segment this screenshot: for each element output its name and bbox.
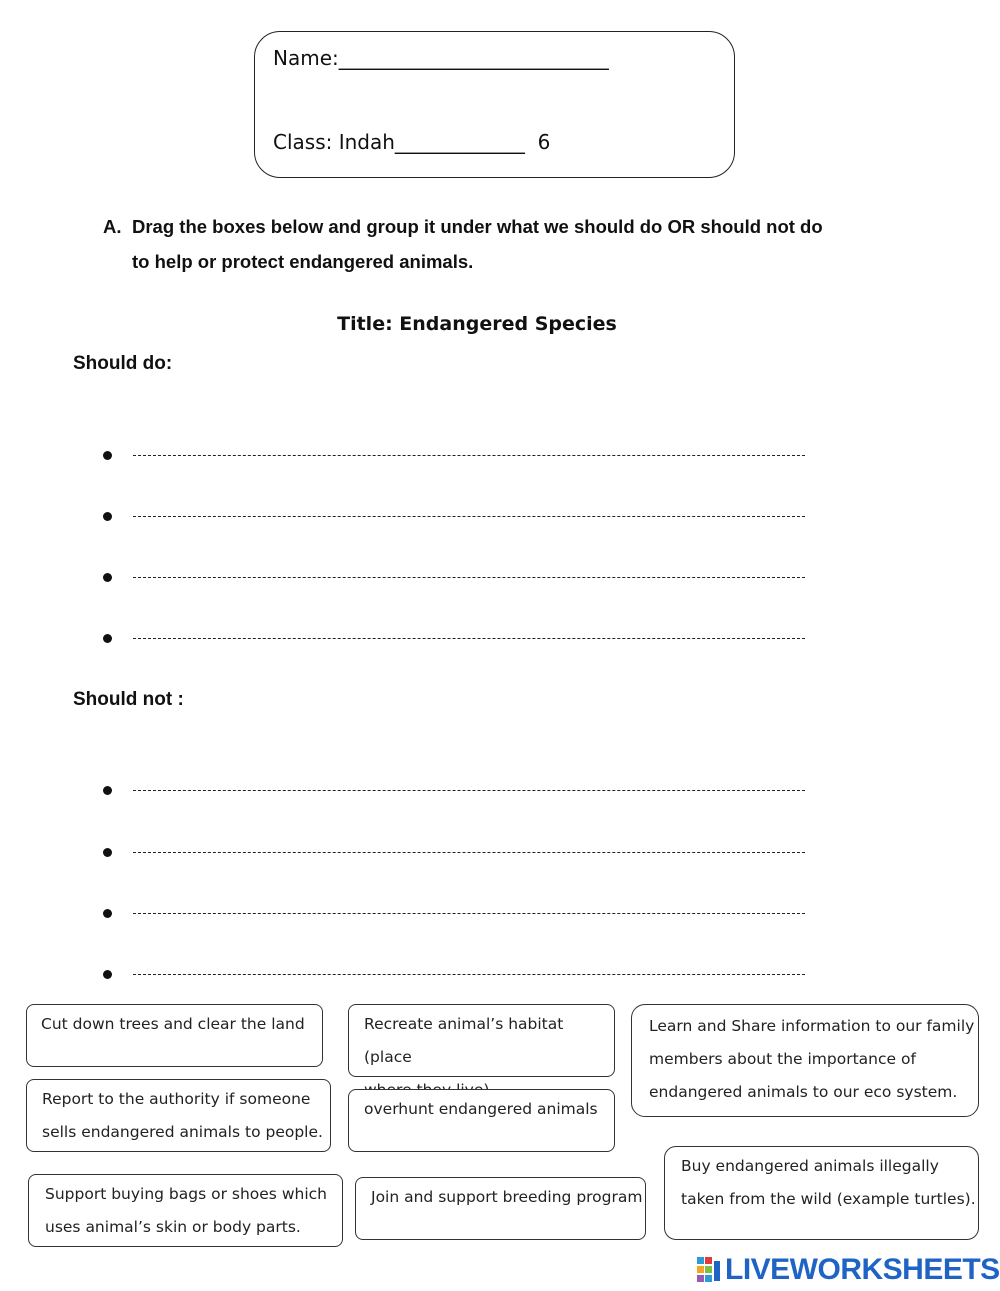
drop-line	[133, 516, 805, 517]
bullet-icon	[103, 909, 112, 918]
card-text: endangered animals to our eco system.	[649, 1083, 958, 1101]
drag-card[interactable]	[28, 1174, 343, 1247]
drop-line	[133, 577, 805, 578]
bullet-icon	[103, 786, 112, 795]
should-do-slot-4[interactable]	[103, 629, 805, 649]
drag-card[interactable]	[26, 1004, 323, 1067]
drag-card[interactable]	[348, 1004, 615, 1077]
card-text: Support buying bags or shoes which	[45, 1185, 327, 1203]
liveworksheets-logo-text: LIVEWORKSHEETS	[725, 1253, 1000, 1286]
name-field[interactable]: Name:___________________________	[273, 46, 609, 70]
card-text: Buy endangered animals illegally	[681, 1157, 939, 1175]
card-text: members about the importance of	[649, 1050, 916, 1068]
should-not-slot-2[interactable]	[103, 843, 805, 863]
instruction-letter: A.	[103, 216, 122, 237]
drop-line	[133, 455, 805, 456]
card-text: Cut down trees and clear the land	[41, 1015, 305, 1033]
bullet-icon	[103, 634, 112, 643]
drag-card[interactable]	[664, 1146, 979, 1240]
should-do-slot-2[interactable]	[103, 507, 805, 527]
bullet-icon	[103, 848, 112, 857]
worksheet-title: Title: Endangered Species	[337, 313, 617, 335]
should-not-slot-3[interactable]	[103, 904, 805, 924]
card-text: taken from the wild (example turtles).	[681, 1190, 976, 1208]
liveworksheets-logo-icon	[697, 1257, 721, 1283]
bullet-icon	[103, 970, 112, 979]
bullet-icon	[103, 451, 112, 460]
drop-line	[133, 852, 805, 853]
drag-card[interactable]	[348, 1089, 615, 1152]
drop-line	[133, 974, 805, 975]
drag-card[interactable]	[355, 1177, 646, 1240]
should-not-slot-1[interactable]	[103, 781, 805, 801]
drag-card[interactable]	[26, 1079, 331, 1152]
drop-line	[133, 790, 805, 791]
should-not-heading: Should not :	[73, 689, 184, 710]
should-do-slot-1[interactable]	[103, 446, 805, 466]
card-text: uses animal’s skin or body parts.	[45, 1218, 301, 1236]
drag-card[interactable]	[631, 1004, 979, 1117]
card-text: sells endangered animals to people.	[42, 1123, 323, 1141]
card-text: Join and support breeding program	[371, 1188, 643, 1206]
class-field[interactable]: Class: Indah_____________ 6	[273, 130, 551, 154]
should-do-heading: Should do:	[73, 353, 173, 374]
should-not-slot-4[interactable]	[103, 965, 805, 985]
card-text: overhunt endangered animals	[364, 1100, 598, 1118]
drop-line	[133, 913, 805, 914]
should-do-slot-3[interactable]	[103, 568, 805, 588]
liveworksheets-logo	[697, 1254, 1000, 1286]
card-text: Recreate animal’s habitat (place	[364, 1015, 564, 1066]
bullet-icon	[103, 573, 112, 582]
bullet-icon	[103, 512, 112, 521]
drop-line	[133, 638, 805, 639]
card-text: Report to the authority if someone	[42, 1090, 311, 1108]
card-text: Learn and Share information to our family	[649, 1017, 975, 1035]
instruction-line-1: Drag the boxes below and group it under what we should do OR should not do	[132, 216, 823, 237]
instruction-line-2: to help or protect endangered animals.	[132, 251, 474, 272]
